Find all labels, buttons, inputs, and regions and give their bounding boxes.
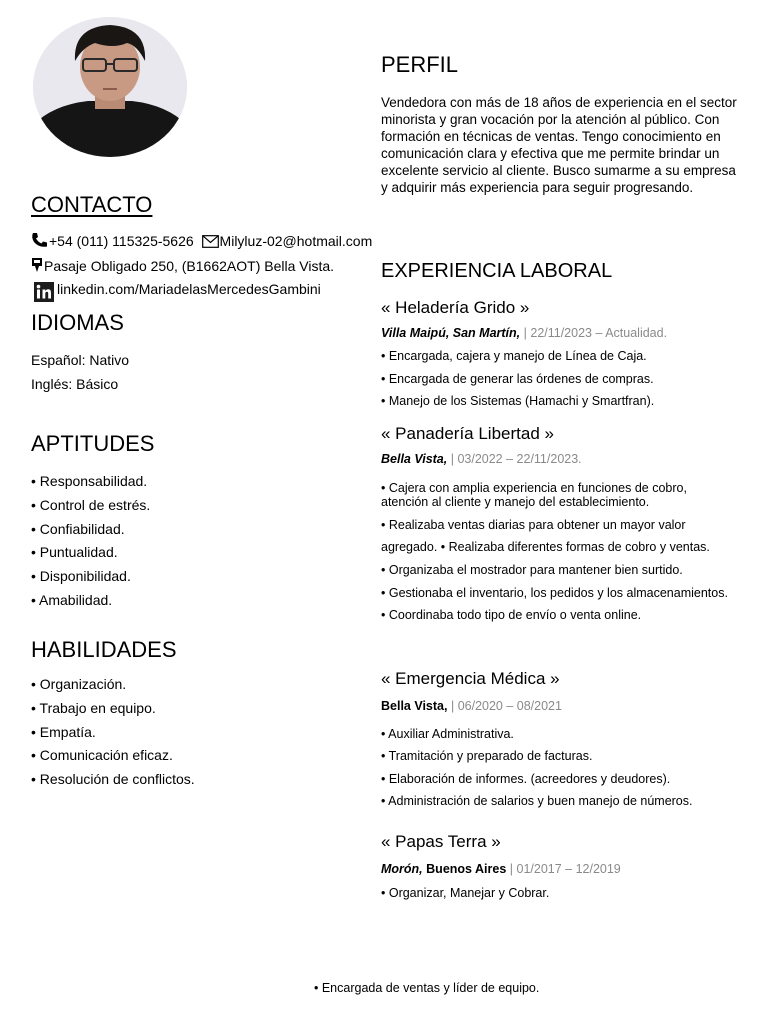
- job-dates: | 06/2020 – 08/2021: [450, 699, 562, 713]
- list-item: • Amabilidad.: [31, 591, 113, 608]
- perfil-text: Vendedora con más de 18 años de experiencia en el sector minorista y gran vocación por la atención al público. Con formación en técnicas de ventas. Tengo conocimiento en comunicación clara y efectiva que me permite brindar un excelente servicio al cliente. Busco sumarme a su empresa y adquirir más experiencia para seguir progresando.: [381, 95, 737, 195]
- list-item: Inglés: Básico: [31, 375, 119, 392]
- job-title-panaderia: « Panadería Libertad »: [381, 424, 554, 443]
- linkedin-link[interactable]: linkedin.com/MariadelasMercedesGambini: [57, 281, 321, 297]
- address-text: Pasaje Obligado 250, (B1662AOT) Bella Vista.: [44, 258, 335, 274]
- list-item: • Cajera con amplia experiencia en funciones de cobro, atención al cliente y manejo del establecimiento.: [381, 481, 687, 509]
- idiomas-list: [31, 352, 129, 400]
- linkedin-icon[interactable]: [34, 282, 54, 306]
- contact-line-2: [31, 257, 334, 277]
- job-dates: | 22/11/2023 – Actualidad.: [523, 326, 668, 340]
- contact-line-3: [34, 281, 321, 306]
- idiomas-heading: IDIOMAS: [31, 310, 124, 335]
- perfil-heading: PERFIL: [381, 52, 459, 77]
- list-item: • Tramitación y preparado de facturas.: [381, 749, 593, 763]
- job-dates: | 01/2017 – 12/2019: [509, 862, 621, 876]
- job-place: Villa Maipú, San Martín,: [381, 326, 521, 340]
- habilidades-list: [31, 676, 195, 795]
- list-item: • Trabajo en equipo.: [31, 699, 156, 716]
- aptitudes-list: [31, 473, 150, 616]
- list-item: • Resolución de conflictos.: [31, 771, 195, 788]
- list-item: • Puntualidad.: [31, 544, 118, 561]
- list-item: • Auxiliar Administrativa.: [381, 727, 514, 741]
- list-item: • Comunicación eficaz.: [31, 747, 173, 764]
- job-place: Bella Vista,: [381, 699, 448, 713]
- list-item: • Confiabilidad.: [31, 520, 125, 537]
- aptitudes-heading: APTITUDES: [31, 431, 155, 456]
- job-place-italic: Morón,: [381, 862, 423, 876]
- experiencia-heading: EXPERIENCIA LABORAL: [381, 260, 613, 282]
- profile-photo: [33, 17, 187, 157]
- job-dates: | 03/2022 – 22/11/2023.: [450, 452, 582, 466]
- job-place: Bella Vista,: [381, 452, 448, 466]
- list-item: • Elaboración de informes. (acreedores y deudores).: [381, 772, 671, 786]
- list-item: • Manejo de los Sistemas (Hamachi y Smartfran).: [381, 394, 655, 408]
- list-item: • Organizaba el mostrador para mantener bien surtido.: [381, 563, 683, 577]
- list-item: • Control de estrés.: [31, 496, 151, 513]
- job-meta-grido: [381, 326, 667, 341]
- location-pin-icon: [31, 257, 43, 277]
- job-title-papas-terra: « Papas Terra »: [381, 832, 501, 851]
- job-meta-papas-terra: [381, 862, 621, 877]
- list-item: Español: Nativo: [31, 352, 130, 368]
- job-title-grido: « Heladería Grido »: [381, 298, 530, 317]
- job-meta-panaderia: [381, 452, 582, 467]
- email-link[interactable]: Milyluz-02@hotmail.com: [219, 233, 373, 249]
- contacto-heading: CONTACTO: [31, 192, 153, 217]
- list-item: • Disponibilidad.: [31, 568, 131, 585]
- list-item: • Realizaba ventas diarias para obtener un mayor valor agregado. • Realizaba diferentes formas de cobro y ventas.: [381, 518, 710, 554]
- job-place: Buenos Aires: [426, 862, 507, 876]
- list-item: • Organización.: [31, 676, 127, 692]
- list-item: • Gestionaba el inventario, los pedidos y los almacenamientos. • Coordinaba todo tipo de envío o venta online.: [381, 586, 728, 622]
- phone-number[interactable]: +54 (011) 115325-5626: [49, 233, 194, 249]
- list-item: • Organizar, Manejar y Cobrar.: [381, 886, 550, 900]
- list-item: • Encargada de generar las órdenes de compras.: [381, 372, 654, 386]
- footer-bullet: • Encargada de ventas y líder de equipo.: [314, 981, 540, 995]
- person-portrait-icon: [33, 17, 187, 157]
- job-title-emergencia: « Emergencia Médica »: [381, 669, 560, 688]
- list-item: • Empatía.: [31, 723, 96, 740]
- list-item: • Administración de salarios y buen manejo de números.: [381, 794, 693, 808]
- habilidades-heading: HABILIDADES: [31, 637, 177, 662]
- contact-line-1: [31, 232, 372, 252]
- envelope-icon: [202, 235, 219, 252]
- list-item: • Responsabilidad.: [31, 473, 148, 489]
- list-item: • Encargada, cajera y manejo de Línea de Caja.: [381, 349, 647, 363]
- job-meta-emergencia: [381, 699, 562, 714]
- phone-icon: [31, 232, 48, 252]
